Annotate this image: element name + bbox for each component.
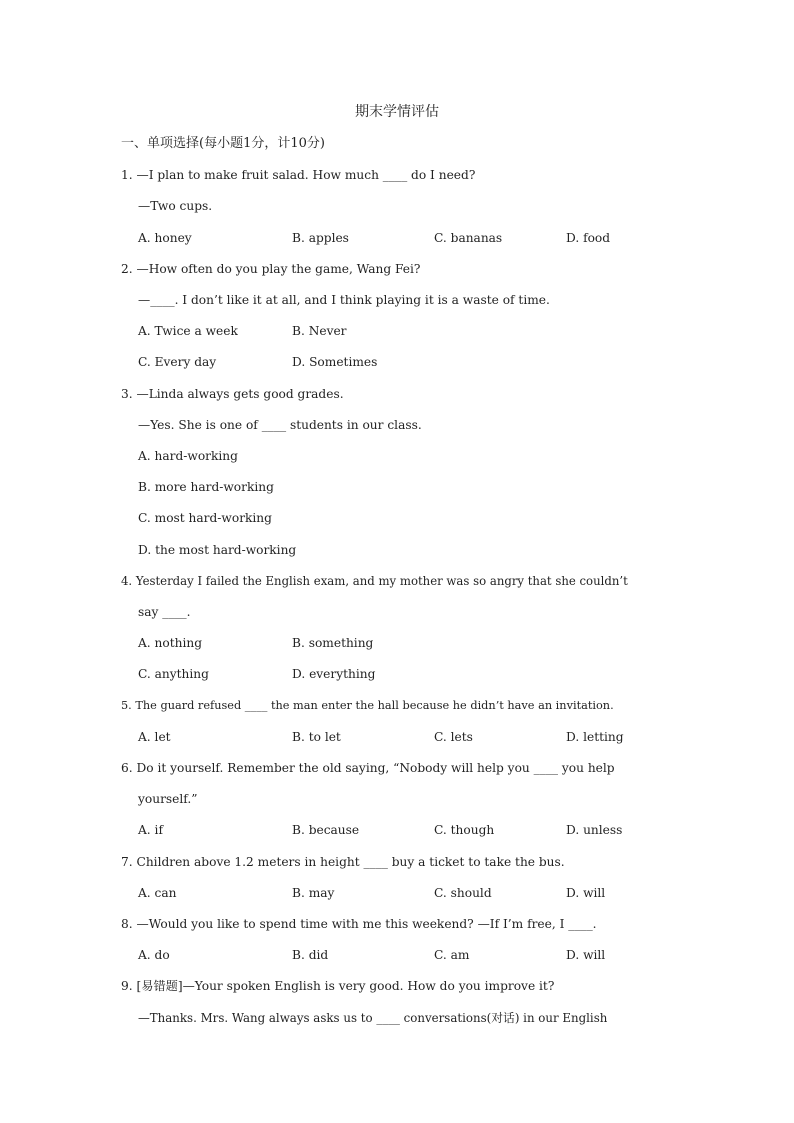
question-6-option-d[interactable]: D. unless xyxy=(566,823,623,837)
question-4-stem-continued: say ____. xyxy=(138,605,191,619)
question-5-option-c[interactable]: C. lets xyxy=(434,730,473,744)
question-4-option-c[interactable]: C. anything xyxy=(138,667,209,681)
question-6-stem: 6. Do it yourself. Remember the old saying, “Nobody will help you ____ you help xyxy=(121,761,615,775)
question-1-option-a[interactable]: A. honey xyxy=(138,231,192,245)
question-2-option-b[interactable]: B. Never xyxy=(292,324,347,338)
question-1-answer-line: —Two cups. xyxy=(138,199,213,213)
question-7-option-b[interactable]: B. may xyxy=(292,886,335,900)
question-8-option-a[interactable]: A. do xyxy=(138,948,170,962)
question-2-stem: 2. —How often do you play the game, Wang Fei? xyxy=(121,262,421,276)
question-2-answer-line: —____. I don’t like it at all, and I think playing it is a waste of time. xyxy=(138,293,550,307)
question-4-stem: 4. Yesterday I failed the English exam, and my mother was so angry that she couldn’t xyxy=(121,574,628,588)
section-heading: 一、单项选择(每小题1分，计10分) xyxy=(121,136,325,151)
question-5-option-d[interactable]: D. letting xyxy=(566,730,624,744)
question-7-option-a[interactable]: A. can xyxy=(138,886,177,900)
question-6-option-c[interactable]: C. though xyxy=(434,823,495,837)
question-9-stem: 9. [易错题]—Your spoken English is very good. How do you improve it? xyxy=(121,979,555,993)
question-8-option-b[interactable]: B. did xyxy=(292,948,329,962)
question-7-option-d[interactable]: D. will xyxy=(566,886,606,900)
question-1-option-d[interactable]: D. food xyxy=(566,231,611,245)
question-7-option-c[interactable]: C. should xyxy=(434,886,492,900)
question-2-option-d[interactable]: D. Sometimes xyxy=(292,355,378,369)
question-6-stem-continued: yourself.” xyxy=(138,792,198,806)
question-3-answer-line: —Yes. She is one of ____ students in our class. xyxy=(138,418,422,432)
question-1-stem: 1. —I plan to make fruit salad. How much ____ do I need? xyxy=(121,168,476,182)
question-4-option-b[interactable]: B. something xyxy=(292,636,374,650)
question-8-option-c[interactable]: C. am xyxy=(434,948,470,962)
question-3-option-b[interactable]: B. more hard-working xyxy=(138,480,274,494)
question-5-stem: 5. The guard refused ____ the man enter the hall because he didn’t have an invitation. xyxy=(121,699,614,712)
question-5-option-b[interactable]: B. to let xyxy=(292,730,341,744)
question-4-option-a[interactable]: A. nothing xyxy=(138,636,203,650)
question-3-option-c[interactable]: C. most hard-working xyxy=(138,511,272,525)
question-1-option-b[interactable]: B. apples xyxy=(292,231,349,245)
question-8-stem: 8. —Would you like to spend time with me this weekend? —If I’m free, I ____. xyxy=(121,917,597,931)
question-5-option-a[interactable]: A. let xyxy=(138,730,171,744)
page-title: 期末学情评估 xyxy=(355,104,439,120)
question-3-stem: 3. —Linda always gets good grades. xyxy=(121,387,344,401)
question-9-answer-line: —Thanks. Mrs. Wang always asks us to ____ conversations(对话) in our English xyxy=(138,1011,608,1025)
question-2-option-a[interactable]: A. Twice a week xyxy=(138,324,238,338)
question-3-option-a[interactable]: A. hard-working xyxy=(138,449,238,463)
question-1-option-c[interactable]: C. bananas xyxy=(434,231,503,245)
question-6-option-a[interactable]: A. if xyxy=(138,823,163,837)
question-7-stem: 7. Children above 1.2 meters in height ____ buy a ticket to take the bus. xyxy=(121,855,565,869)
question-3-option-d[interactable]: D. the most hard-working xyxy=(138,543,297,557)
question-2-option-c[interactable]: C. Every day xyxy=(138,355,217,369)
question-6-option-b[interactable]: B. because xyxy=(292,823,360,837)
question-8-option-d[interactable]: D. will xyxy=(566,948,606,962)
question-4-option-d[interactable]: D. everything xyxy=(292,667,376,681)
